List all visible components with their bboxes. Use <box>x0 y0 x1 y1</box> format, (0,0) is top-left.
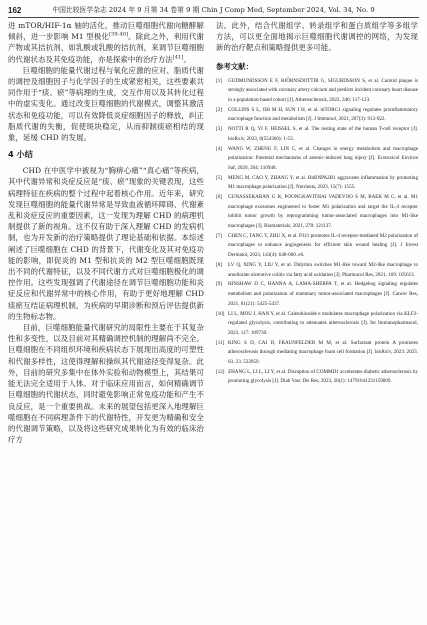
reference-item <box>216 174 418 193</box>
reference-number: [9] <box>216 281 222 288</box>
page-number: 162 <box>8 6 22 15</box>
running-header <box>8 5 419 18</box>
reference-item <box>216 310 418 339</box>
reference-number: [10] <box>216 310 225 317</box>
running-title: 中国比较医学杂志 2024 年 9 月第 34 卷第 9 期 Chin J Comp Med, September 2024, Vol. 34, No. 9 <box>52 6 375 14</box>
citation: [41] <box>172 54 184 61</box>
reference-text: HINSHAW D C, HANNA A, LAMA-SHERPA T, et al. Hedgehog signaling regulates metabolism and polarization of mammary tumor-associated macrophages [J]. Cancer Res, 2021, 81(21): 5425-5437. <box>228 281 418 307</box>
reference-number: [8] <box>216 261 222 268</box>
reference-number: [3] <box>216 126 222 133</box>
reference-text: NOTTI R Q, YI F, HEISSEL S, et al. The resting state of the human T-cell receptor [J]. bioRxiv, 2023, 8(554360): 1-53. <box>228 126 418 142</box>
reference-number: [5] <box>216 174 222 181</box>
reference-list <box>216 77 418 387</box>
reference-text: KING S D, CAI D, FRAUNFELDER M M, et al. Surfactant protein A promotes atherosclerosis through mediating macrophage foam cell formation [J]. bioRxiv, 2023: 2023. 03. 23. 533959. <box>228 339 418 365</box>
reference-item <box>216 232 418 261</box>
reference-text: COLLINS S L, OH M H, SUN I H, et al. mTORC1 signaling regulates proinflammatory macrophage function and metabolism [J]. J Immunol, 2021, 207(3): 913-922. <box>228 106 418 123</box>
left-column <box>8 20 204 445</box>
reference-item <box>216 145 418 174</box>
reference-number: [12] <box>216 368 225 375</box>
paragraph-text: 。 <box>183 54 191 64</box>
reference-item <box>216 77 418 106</box>
citation: [39-40] <box>109 31 129 38</box>
reference-text: MENG M, CAO Y, ZHANG Y, et al. HnRNPA2B1 aggravates inflammation by promoting M1 macrophage polarization [J]. Nutrients, 2023, 15(7): 1555. <box>228 174 418 191</box>
reference-item <box>216 125 418 144</box>
reference-text: WANG W, ZHENG F, LIN C, et al. Changes in energy metabolism and macrophage polarization: Potential mechanisms of arsenic-induced lung injury [J]. Ecotoxicol Environ Saf, 2020, 204: 110948. <box>228 145 418 171</box>
body-paragraph: CHD 在中医学中被视为“胸痹心痛”“真心痛”等疾病，其中代谢异常和炎症反应是“痰、瘀”现象的关键表现，这些病理特征在疾病的整个过程中起着核心作用。近年来，研究发现巨噬细胞的能量代谢异常是导致血液循环障碍、代谢紊乱和炎症反应的重要因素，这一发现为理解 CHD 的病理机制提供了新的视角。这不仅有助于深入理解 CHD 的发病机制，也为开发新的治疗策略提供了理论基础和依据。本综述阐述了巨噬细胞在 CHD 的背景下，代谢变化及其对免疫功能的影响，即促炎的 M1 型和抗炎的 M2 型巨噬细胞既现出不同的代谢特征，以及不同代谢方式对巨噬细胞极化的调控作用。这些发现强调了代谢途径在调节巨噬细胞功能和炎症反应和代谢异常中的核心作用，有助于更好地理解 CHD 痰瘀互结证病理机制，为疾病的早期诊断和预后评估提供新的生物标志物。 <box>8 166 204 321</box>
right-column <box>216 20 418 387</box>
reference-item <box>216 261 418 280</box>
reference-text: CHEN C, TANG Y, ZHU X, et al. P311 promotes IL-4 receptor-mediated M2 polarization of macrophages to enhance angiogenesis for efficient skin wound healing [J]. J Invest Dermatol, 2023, 143(4): 648-660. e6. <box>228 232 418 259</box>
body-paragraph <box>8 20 204 65</box>
reference-number: [2] <box>216 106 222 113</box>
section-title: 4 小结 <box>8 149 33 160</box>
reference-text: GUNASSEKARAN G R, POONGKAVITHAI VADEVOO S M, BAEK M C, et al. M1 macrophage exosomes engineered to foster M1 polarization and target the IL-4 receptor inhibit tumor growth by reprogramming tumor-associated macrophages into M1-like macrophages [J]. Biomaterials, 2021, 278: 121137. <box>228 194 418 229</box>
reference-number: [1] <box>216 77 222 84</box>
reference-item <box>216 193 418 231</box>
body-paragraph: 法。此外，结合代谢组学、转录组学和蛋白质组学等多组学方法，可以更全面地揭示巨噬细胞代谢调控的网络，为发现新的治疗靶点和策略提供更多可能。 <box>216 21 418 53</box>
reference-number: [4] <box>216 145 222 152</box>
reference-text: ZHANG L, LI L, LI Y, et al. Disruption of COMMD1 accelerates diabetic atherosclerosis by promoting glycolysis [J]. Diab Vasc Dis Res, 2023, 20(1): 14791641231159009. <box>228 368 418 385</box>
body-paragraph: 目前，巨噬细胞能量代谢研究的局限性主要在于其复杂性和多变性，以及目前对其精确调控机制的理解尚不完全。巨噬细胞在不同组织环境和疾病状态下展现出高度的可塑性和代谢多样性，这使得理解和操纵其代谢途径变得复杂。此外，目前的研究多集中在体外实验和动物模型上，其结果可能无法完全适用于人体。对于临床应用而言，如何精确调节巨噬细胞的代谢状态，同时避免影响正常免疫功能和产生不良反应，是一个重要挑战。未来的展望包括更深入地理解巨噬细胞在不同病理条件下的代谢特性，开发更为精确和安全的代谢调节策略，以及将这些研究成果转化为有效的临床治疗方 <box>8 323 204 445</box>
paragraph-text: 进 mTOR/HIF-1α 轴的活化，推动巨噬细胞代谢向糖酵解倾斜，进一步影响 M1 型极化 <box>8 21 204 42</box>
reference-item <box>216 106 418 125</box>
body-paragraph: 巨噬细胞的能量代谢过程与氧化应激的应对、脂质代谢的调控及细胞因子与化学因子的生成紧密相关，这些要素共同作用于“痰、瘀”等病理的生成，交互作用以及其转化过程中的虚实变化。通过改变巨噬细胞的代谢模式，调整其激活状态和免疫功能，可以有效降低炎症细胞因子的释放，纠正脂质代谢的失衡，促使斑块稳定，从而抑制痰瘀相结的现象，延缓 CHD 的发展。 <box>8 65 204 143</box>
reference-item <box>216 339 418 368</box>
references-heading: 参考文献： <box>216 61 253 71</box>
reference-number: [7] <box>216 232 222 239</box>
paragraph-text: 。除此之外，利用代谢产物或其拮抗剂、如乳酸或乳酸的拮抗剂，来调节巨噬细胞的代谢状态及其免疫功能，亦是探索中的治疗方法 <box>8 32 204 64</box>
reference-text: GUDMUNDSSON E F, BJÖRNSDOTTIR G, SIGURDSSON S, et al. Carotid plaque is strongly associated with coronary artery calcium and predicts incident coronary heart disease in a population-based cohort [J]. Atherosclerosis, 2022, 346: 117-123. <box>228 77 418 103</box>
reference-number: [11] <box>216 339 225 346</box>
reference-item <box>216 368 418 387</box>
reference-number: [6] <box>216 194 222 201</box>
reference-item <box>216 280 418 309</box>
reference-text: LV Q, XING Y, LIU Y, et al. Didymin switches M1-like toward M2-like macrophage to ameliorate ulcerative colitis via fatty acid oxidation [J]. Pharmacol Res, 2021, 169: 105613. <box>228 261 418 278</box>
reference-text: LI L, MOU J, HAN Y, et al. Calenduloside e modulates macrophage polarization via KLF2-regulated glycolysis, contributing to attenuates atherosclerosis [J]. Int Immunopharmacol, 2023, 117: 109730. <box>228 310 418 336</box>
